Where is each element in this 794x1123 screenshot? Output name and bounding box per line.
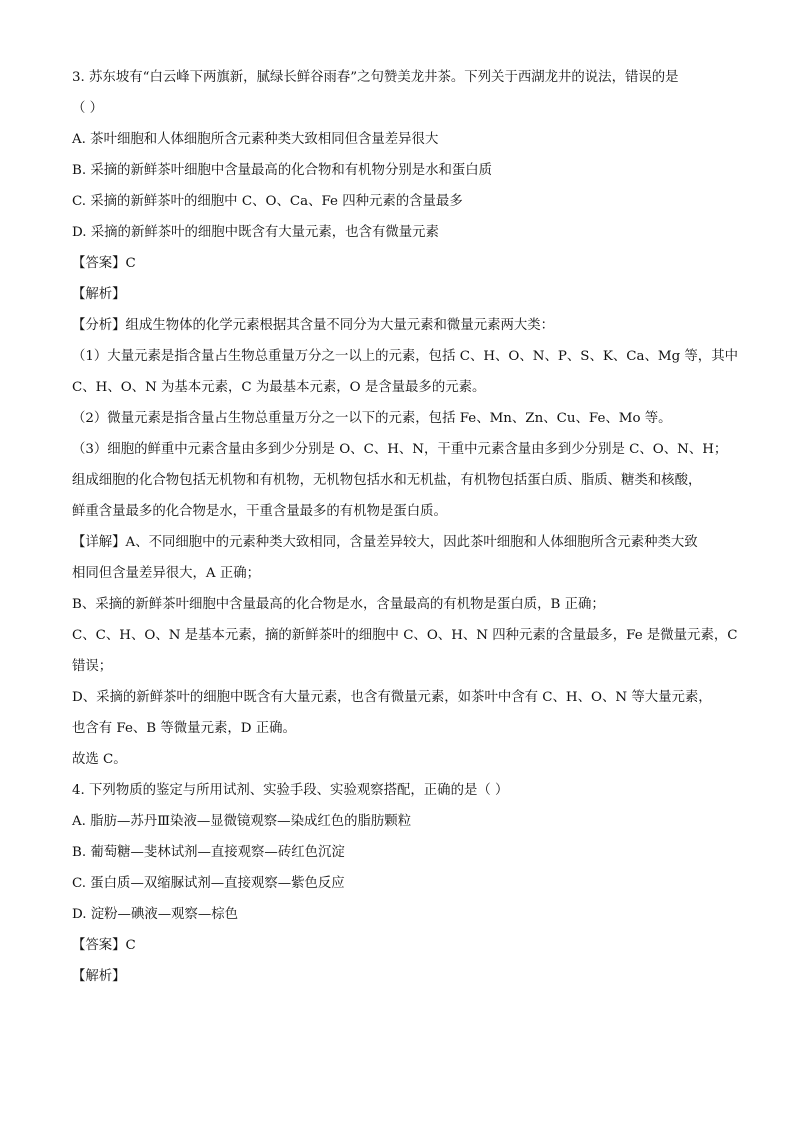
- q3-detail-c-line1: C、C、H、O、N 是基本元素，摘的新鲜茶叶的细胞中 C、O、H、N 四种元素的含量最多，Fe 是微量元素，C: [72, 628, 738, 643]
- q3-analysis-label: 【解析】: [72, 287, 126, 302]
- q3-option-c: C. 采摘的新鲜茶叶的细胞中 C、O、Ca、Fe 四种元素的含量最多: [72, 194, 463, 209]
- q3-answer: 【答案】C: [72, 256, 136, 271]
- q3-point3-line2: 组成细胞的化合物包括无机物和有机物，无机物包括水和无机盐，有机物包括蛋白质、脂质、糖类和核酸，: [72, 473, 702, 488]
- q3-detail-d-line1: D、采摘的新鲜茶叶的细胞中既含有大量元素，也含有微量元素，如茶叶中含有 C、H、O、N 等大量元素，: [72, 690, 712, 705]
- q4-option-d: D. 淀粉—碘液—观察—棕色: [72, 907, 239, 922]
- q3-point3-line3: 鲜重含量最多的化合物是水，干重含量最多的有机物是蛋白质。: [72, 504, 447, 519]
- q4-analysis-label: 【解析】: [72, 969, 126, 984]
- q3-detail-d-line2: 也含有 Fe、B 等微量元素，D 正确。: [72, 721, 296, 736]
- q3-conclusion: 故选 C。: [72, 752, 127, 767]
- q3-point1-line2: C、H、O、N 为基本元素，C 为最基本元素，O 是含量最多的元素。: [72, 380, 486, 395]
- q3-option-d: D. 采摘的新鲜茶叶的细胞中既含有大量元素，也含有微量元素: [72, 225, 439, 240]
- q3-detail-b: B、采摘的新鲜茶叶细胞中含量最高的化合物是水，含量最高的有机物是蛋白质，B 正确；: [72, 597, 605, 612]
- q3-point2: （2）微量元素是指含量占生物总重量万分之一以下的元素，包括 Fe、Mn、Zn、Cu、Fe、Mo 等。: [72, 411, 672, 426]
- q3-stem-line2: （ ）: [72, 101, 104, 116]
- q4-option-a: A. 脂肪—苏丹Ⅲ染液—显微镜观察—染成红色的脂肪颗粒: [72, 814, 412, 829]
- q3-detail-c-line2: 错误；: [72, 659, 113, 674]
- q3-detail-a-line2: 相同但含量差异很大，A 正确；: [72, 566, 261, 581]
- q4-option-c: C. 蛋白质—双缩脲试剂—直接观察—紫色反应: [72, 876, 345, 891]
- q3-fenxi: 【分析】组成生物体的化学元素根据其含量不同分为大量元素和微量元素两大类：: [72, 318, 555, 333]
- q3-detail-a-line1: 【详解】A、不同细胞中的元素种类大致相同，含量差异较大，因此茶叶细胞和人体细胞所含元素种类大致: [72, 535, 698, 550]
- q4-answer: 【答案】C: [72, 938, 136, 953]
- q3-point1-line1: （1）大量元素是指含量占生物总重量万分之一以上的元素，包括 C、H、O、N、P、S、K、Ca、Mg 等，其中: [72, 349, 738, 364]
- q3-option-a: A. 茶叶细胞和人体细胞所含元素种类大致相同但含量差异很大: [72, 132, 439, 147]
- q4-option-b: B. 葡萄糖—斐林试剂—直接观察—砖红色沉淀: [72, 845, 345, 860]
- q3-point3-line1: （3）细胞的鲜重中元素含量由多到少分别是 O、C、H、N，干重中元素含量由多到少分别是 C、O、N、H；: [72, 442, 728, 457]
- q3-stem-line1: 3. 苏东坡有“白云峰下两旗新，腻绿长鲜谷雨春”之句赞美龙井茶。下列关于西湖龙井的说法，错误的是: [72, 70, 679, 85]
- document-page: [72, 62, 738, 992]
- q4-stem: 4. 下列物质的鉴定与所用试剂、实验手段、实验观察搭配，正确的是（ ）: [72, 783, 509, 798]
- q3-option-b: B. 采摘的新鲜茶叶细胞中含量最高的化合物和有机物分别是水和蛋白质: [72, 163, 493, 178]
